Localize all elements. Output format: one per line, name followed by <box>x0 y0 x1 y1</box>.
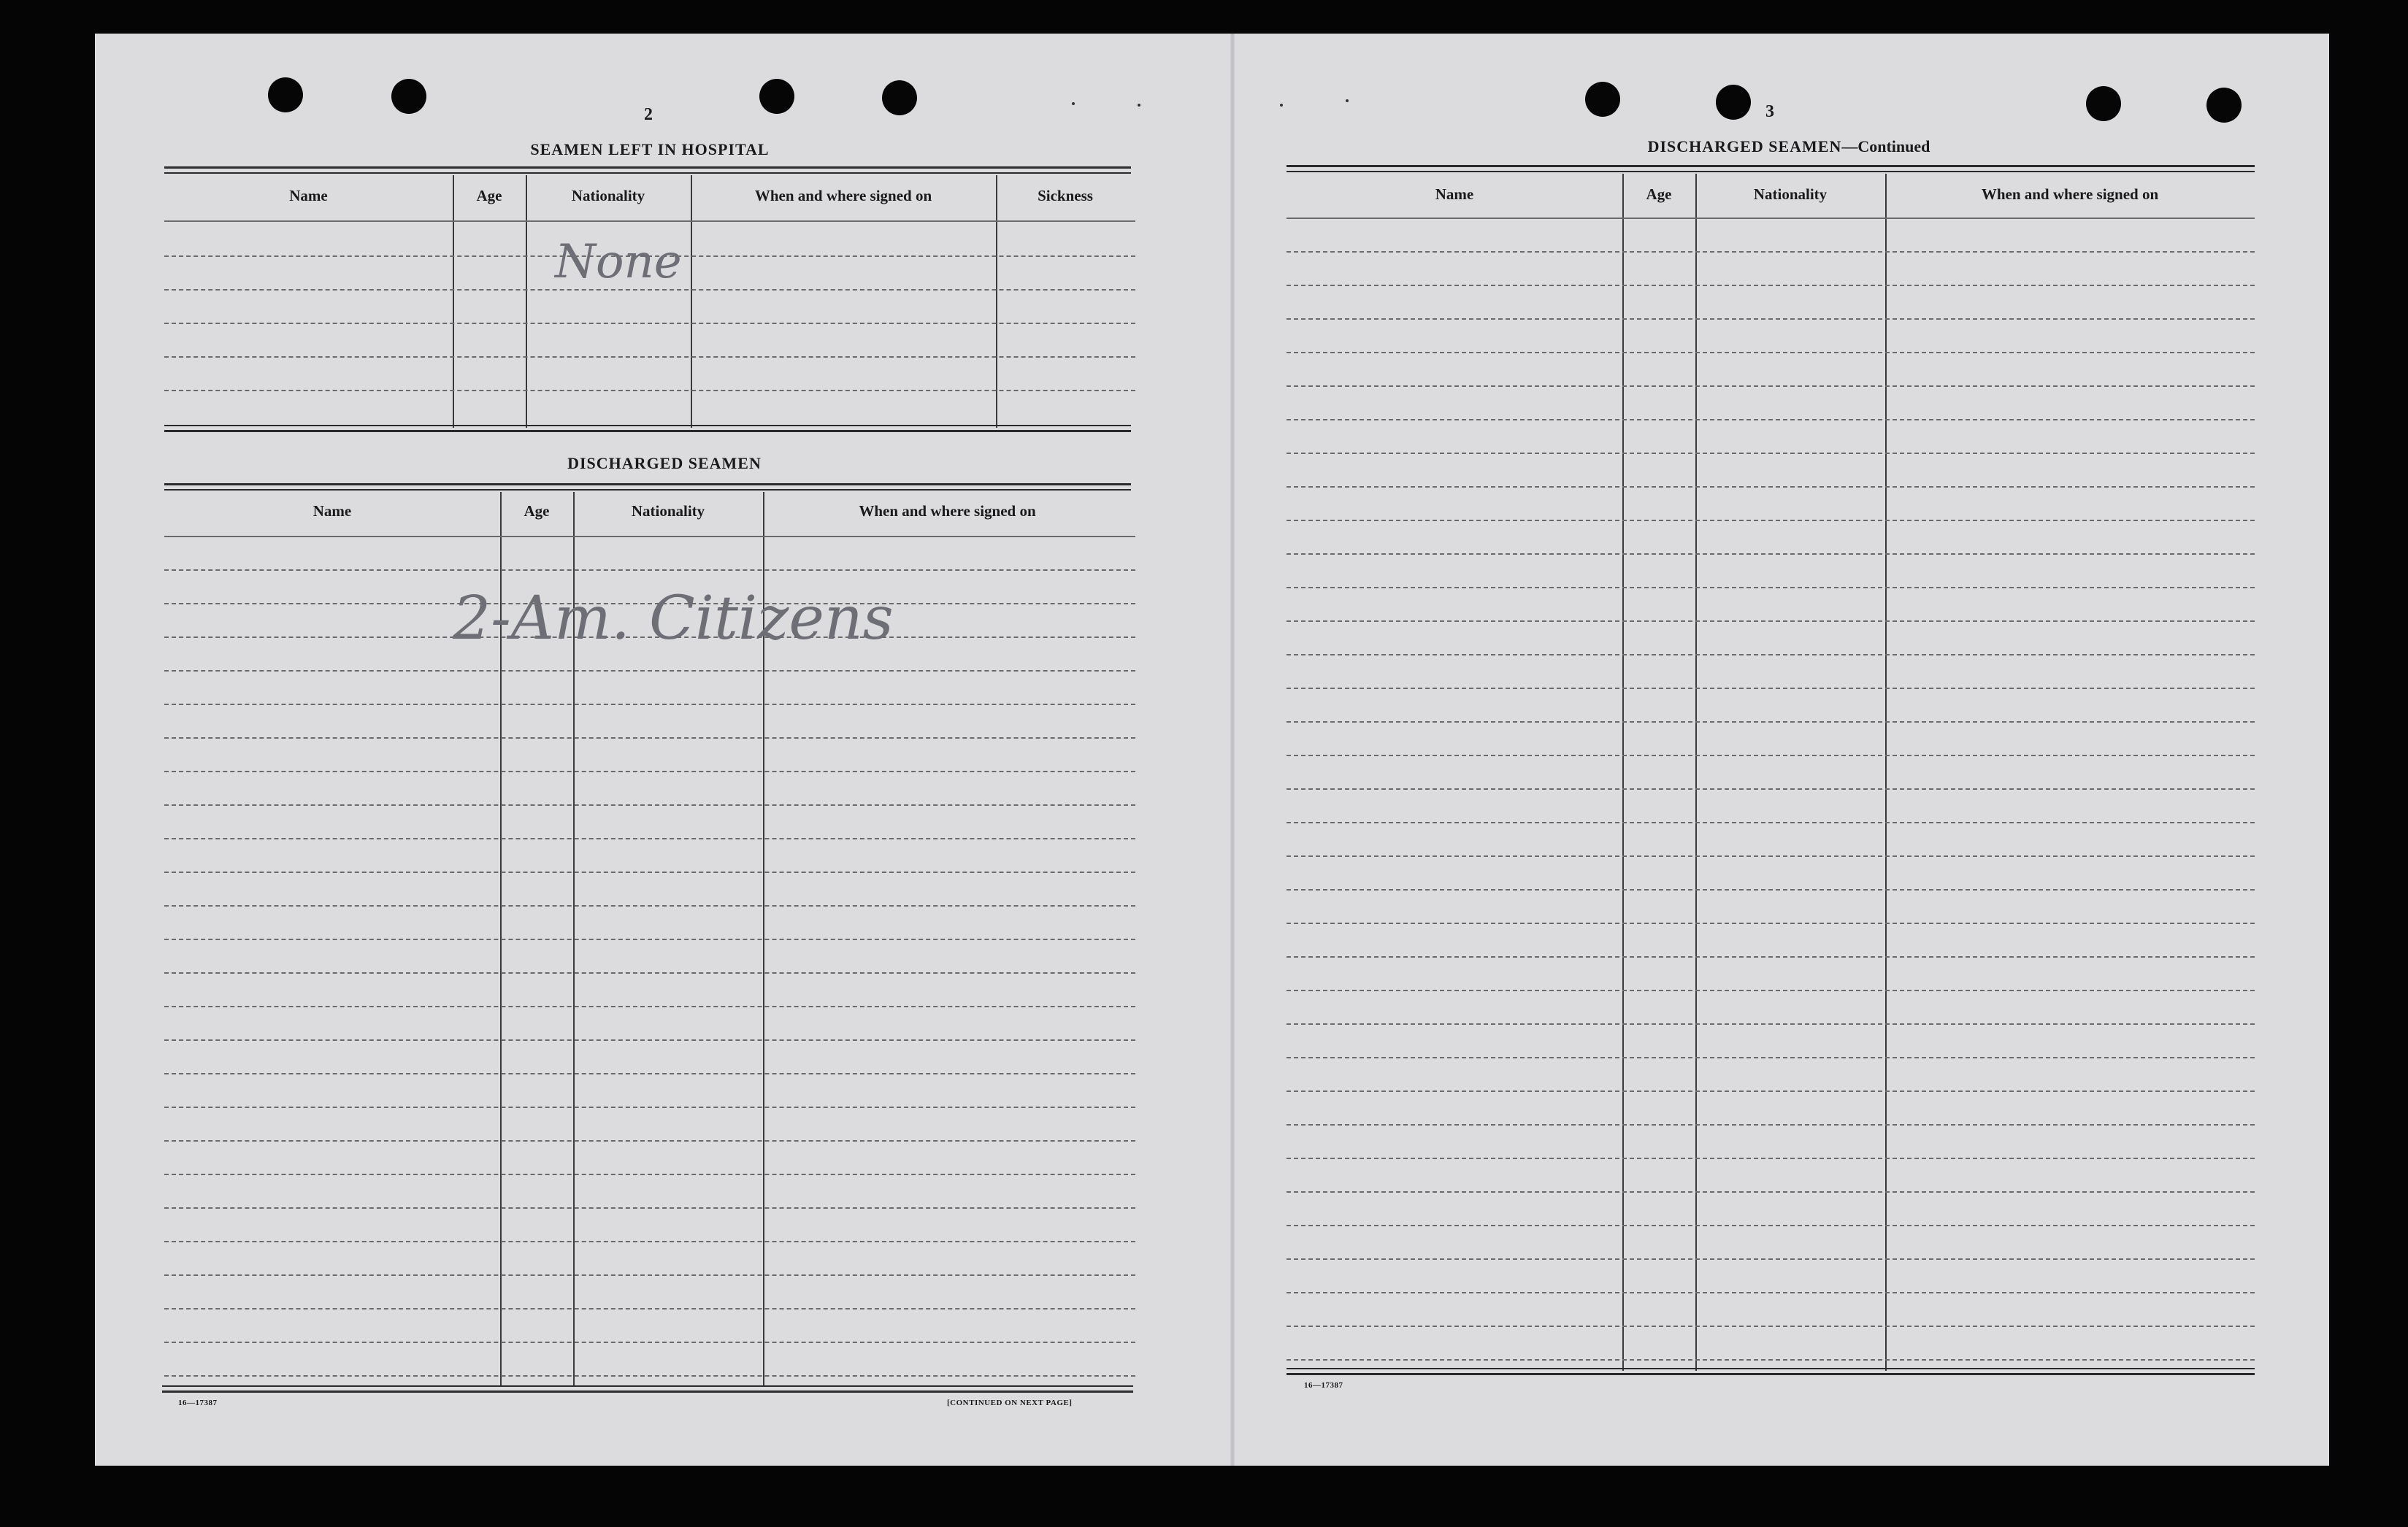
table-top-rule <box>1287 171 2255 172</box>
entry-row-rule <box>1287 1292 2255 1293</box>
entry-row-rule <box>1287 318 2255 320</box>
entry-row-rule <box>164 1073 1135 1074</box>
punch-hole <box>2206 88 2242 123</box>
title-continued: —Continued <box>1841 137 1930 155</box>
punch-hole <box>268 77 303 112</box>
form-number: 16—17387 <box>1304 1381 1343 1390</box>
table-bottom-rule <box>162 1385 1133 1387</box>
entry-row-rule <box>164 905 1135 907</box>
entry-row-rule <box>1287 822 2255 823</box>
entry-row-rule <box>164 1039 1135 1041</box>
entry-row-rule <box>164 737 1135 739</box>
title-main: DISCHARGED SEAMEN <box>1647 137 1842 155</box>
entry-row-rule <box>1287 553 2255 555</box>
entry-row-rule <box>1287 721 2255 723</box>
entry-row-rule <box>1287 419 2255 420</box>
speck <box>1138 104 1140 107</box>
continued-note: [CONTINUED ON NEXT PAGE] <box>947 1399 1073 1407</box>
entry-row-rule <box>1287 251 2255 253</box>
handwritten-entry: None <box>555 235 682 289</box>
entry-row-rule <box>1287 486 2255 488</box>
table-top-rule <box>164 172 1131 174</box>
hospital-section-title: SEAMEN LEFT IN HOSPITAL <box>530 140 770 158</box>
entry-row-rule <box>164 1107 1135 1108</box>
page-number: 3 <box>1765 102 1774 121</box>
form-number: 16—17387 <box>178 1399 218 1407</box>
entry-row-rule <box>1287 520 2255 521</box>
entry-row-rule <box>1287 587 2255 588</box>
table-top-rule <box>164 166 1131 169</box>
entry-row-rule <box>164 1006 1135 1007</box>
punch-hole <box>882 80 917 115</box>
entry-row-rule <box>1287 654 2255 655</box>
entry-row-rule <box>164 1241 1135 1242</box>
entry-row-rule <box>164 569 1135 571</box>
discharged-continued-title <box>1533 137 2044 156</box>
entry-row-rule <box>1287 1057 2255 1058</box>
punch-hole <box>1716 85 1751 120</box>
entry-row-rule <box>164 939 1135 940</box>
entry-row-rule <box>164 1207 1135 1209</box>
entry-row-rule <box>1287 285 2255 286</box>
entry-row-rule <box>1287 855 2255 857</box>
entry-row-rule <box>164 1375 1135 1377</box>
column-header-age: Age <box>524 502 550 520</box>
page-fold <box>1230 34 1235 1466</box>
column-header-when-where: When and where signed on <box>754 187 932 204</box>
entry-row-rule <box>1287 1091 2255 1092</box>
page-number: 2 <box>644 105 653 124</box>
punch-hole <box>759 79 794 114</box>
entry-row-rule <box>1287 1191 2255 1193</box>
entry-row-rule <box>164 1308 1135 1309</box>
entry-row-rule <box>1287 990 2255 991</box>
punch-hole <box>391 79 426 114</box>
entry-row-rule <box>1287 1326 2255 1327</box>
entry-row-rule <box>1287 1023 2255 1025</box>
entry-row-rule <box>164 771 1135 772</box>
discharged-section-title: DISCHARGED SEAMEN <box>567 454 762 472</box>
table-bottom-rule <box>162 1391 1133 1393</box>
punch-hole <box>1585 82 1620 117</box>
column-header-name: Name <box>289 187 328 204</box>
entry-row-rule <box>1287 1359 2255 1361</box>
column-header-when-where: When and where signed on <box>1981 185 2159 203</box>
column-header-when-where: When and where signed on <box>859 502 1036 520</box>
punch-hole <box>2086 86 2121 121</box>
column-header-nationality: Nationality <box>1753 185 1828 203</box>
entry-row-rule <box>164 704 1135 705</box>
entry-row-rule <box>1287 755 2255 756</box>
entry-row-rule <box>1287 1258 2255 1260</box>
column-header-name: Name <box>312 502 352 520</box>
table-bottom-rule <box>164 425 1131 426</box>
table-top-rule <box>164 483 1131 485</box>
entry-row-rule <box>164 1342 1135 1343</box>
header-rule <box>1287 218 2255 219</box>
entry-row-rule <box>1287 923 2255 924</box>
speck <box>1346 99 1349 102</box>
entry-row-rule <box>164 390 1135 391</box>
speck <box>1072 102 1075 105</box>
table-bottom-rule <box>1287 1368 2255 1369</box>
table-bottom-rule <box>164 430 1131 432</box>
entry-row-rule <box>164 804 1135 806</box>
document-sheet <box>95 34 2329 1466</box>
entry-row-rule <box>164 872 1135 873</box>
entry-row-rule <box>1287 1158 2255 1159</box>
entry-row-rule <box>1287 889 2255 891</box>
entry-row-rule <box>164 670 1135 672</box>
entry-row-rule <box>164 1174 1135 1175</box>
entry-row-rule <box>164 838 1135 839</box>
handwritten-entry: 2-Am. Citizens <box>453 584 894 653</box>
table-top-rule <box>164 489 1131 491</box>
table-bottom-rule <box>1287 1373 2255 1375</box>
entry-row-rule <box>1287 620 2255 622</box>
entry-row-rule <box>1287 453 2255 454</box>
entry-row-rule <box>164 356 1135 358</box>
entry-row-rule <box>1287 352 2255 353</box>
entry-row-rule <box>1287 788 2255 790</box>
speck <box>1280 104 1283 107</box>
column-header-age: Age <box>476 187 502 204</box>
entry-row-rule <box>1287 1225 2255 1226</box>
entry-row-rule <box>1287 1124 2255 1126</box>
entry-row-rule <box>164 1274 1135 1276</box>
header-rule <box>164 536 1135 537</box>
entry-row-rule <box>1287 688 2255 689</box>
column-header-sickness: Sickness <box>1038 187 1093 204</box>
column-header-nationality: Nationality <box>571 187 645 204</box>
entry-row-rule <box>1287 956 2255 958</box>
column-header-age: Age <box>1646 185 1672 203</box>
table-top-rule <box>1287 165 2255 167</box>
entry-row-rule <box>164 1140 1135 1142</box>
column-header-nationality: Nationality <box>631 502 705 520</box>
entry-row-rule <box>164 323 1135 324</box>
entry-row-rule <box>164 972 1135 974</box>
header-rule <box>164 220 1135 222</box>
column-header-name: Name <box>1435 185 1474 203</box>
entry-row-rule <box>164 289 1135 291</box>
entry-row-rule <box>1287 385 2255 387</box>
